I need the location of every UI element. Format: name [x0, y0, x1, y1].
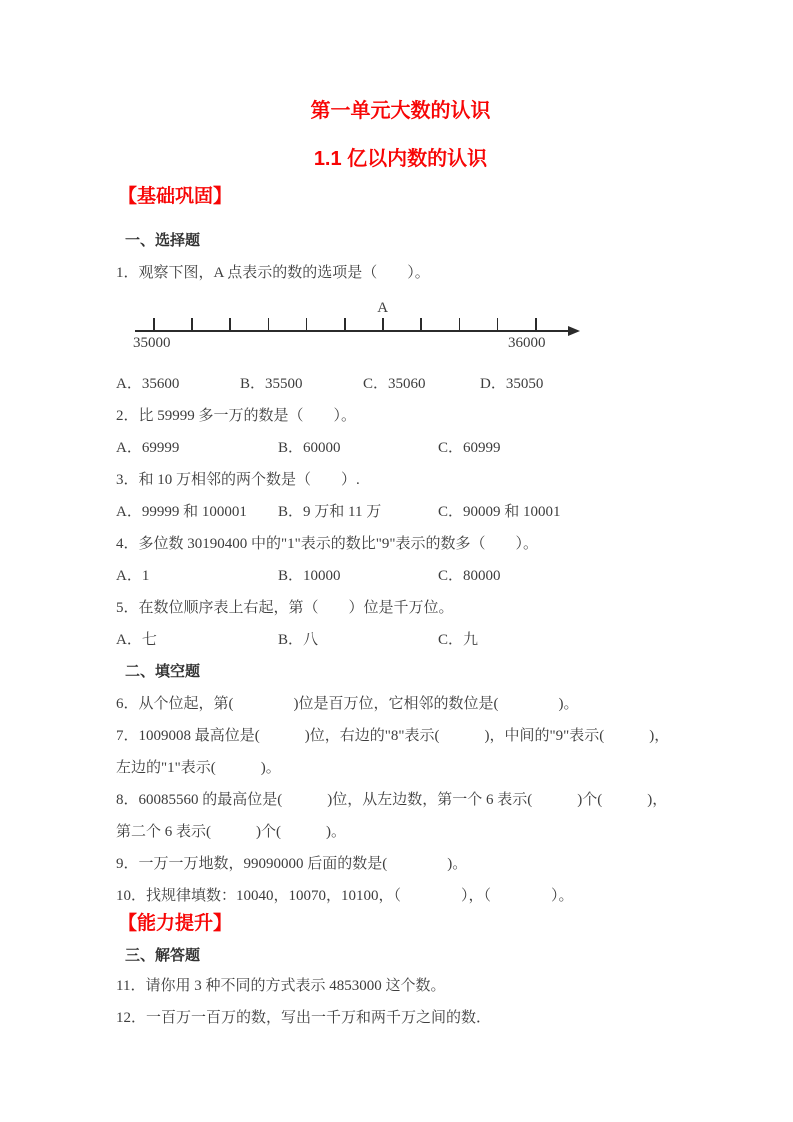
number-line-figure [135, 300, 595, 354]
q1-option-a: A．35600 [116, 376, 180, 392]
question-2-options [116, 432, 685, 464]
number-line-end-label: 36000 [508, 335, 546, 351]
number-line-tick [459, 318, 461, 331]
number-line-tick [497, 318, 499, 331]
q3-option-a: A．99999 和 100001 [116, 504, 247, 520]
question-6-text: 6．从个位起，第( )位是百万位，它相邻的数位是( )。 [116, 696, 579, 712]
q1-option-d: D．35050 [480, 376, 544, 392]
q5-option-c: C．九 [438, 632, 479, 648]
number-line-tick [535, 318, 537, 331]
question-9-text: 9．一万一万地数，99090000 后面的数是( )。 [116, 856, 468, 872]
number-line-tick [382, 318, 384, 331]
question-12-text: 12．一百万一百万的数，写出一千万和两千万之间的数． [116, 1010, 492, 1026]
number-line-start-label: 35000 [133, 335, 171, 351]
part3-header-answer: 三、解答题 [125, 947, 201, 964]
number-line-tick [153, 318, 155, 331]
section-banner-basic: 【基础巩固】 [118, 186, 233, 207]
lesson-title: 1.1 亿以内数的认识 [313, 148, 488, 170]
q2-option-c: C．60999 [438, 440, 501, 456]
question-4-text: 4．多位数 30190400 中的"1"表示的数比"9"表示的数多（ ）。 [116, 536, 538, 552]
part2-header-fill: 二、填空题 [125, 663, 201, 680]
number-line-tick [306, 318, 308, 331]
q4-option-a: A．1 [116, 568, 150, 584]
q4-option-c: C．80000 [438, 568, 501, 584]
number-line-axis [135, 330, 575, 332]
part1-header-choice: 一、选择题 [125, 232, 201, 249]
question-1-text: 1．观察下图，A 点表示的数的选项是（ ）。 [116, 265, 430, 281]
unit-title: 第一单元大数的认识 [310, 100, 491, 122]
question-3-text: 3．和 10 万相邻的两个数是（ ）. [116, 472, 360, 488]
q1-option-b: B．35500 [240, 376, 303, 392]
section-banner-advanced: 【能力提升】 [118, 913, 233, 934]
question-7-line2: 左边的"1"表示( )。 [116, 760, 281, 776]
point-a-label: A [377, 300, 389, 316]
question-5-options [116, 624, 685, 656]
q5-option-a: A．七 [116, 632, 157, 648]
q1-option-c: C．35060 [363, 376, 426, 392]
number-line-tick [420, 318, 422, 331]
q2-option-a: A．69999 [116, 440, 180, 456]
question-10-text: 10．找规律填数：10040，10070，10100，（ ），（ ）。 [116, 888, 574, 904]
question-11-text: 11．请你用 3 种不同的方式表示 4853000 这个数。 [116, 978, 446, 994]
question-1-options [116, 368, 685, 400]
question-4-options [116, 560, 685, 592]
number-line-tick [229, 318, 231, 331]
q5-option-b: B．八 [278, 632, 319, 648]
question-8-line2: 第二个 6 表示( )个( )。 [116, 824, 346, 840]
number-line-tick [268, 318, 270, 331]
q3-option-b: B．9 万和 11 万 [278, 504, 382, 520]
number-line-tick [191, 318, 193, 331]
question-7-line1: 7．1009008 最高位是( )位，右边的"8"表示( )，中间的"9"表示( )， [116, 728, 670, 744]
q3-option-c: C．90009 和 10001 [438, 504, 561, 520]
number-line-tick [344, 318, 346, 331]
question-2-text: 2．比 59999 多一万的数是（ ）。 [116, 408, 357, 424]
number-line-arrowhead-icon [568, 326, 580, 336]
question-3-options [116, 496, 685, 528]
question-8-line1: 8．60085560 的最高位是( )位，从左边数，第一个 6 表示( )个( )， [116, 792, 668, 808]
question-5-text: 5．在数位顺序表上右起，第（ ）位是千万位。 [116, 600, 454, 616]
q4-option-b: B．10000 [278, 568, 341, 584]
q2-option-b: B．60000 [278, 440, 341, 456]
